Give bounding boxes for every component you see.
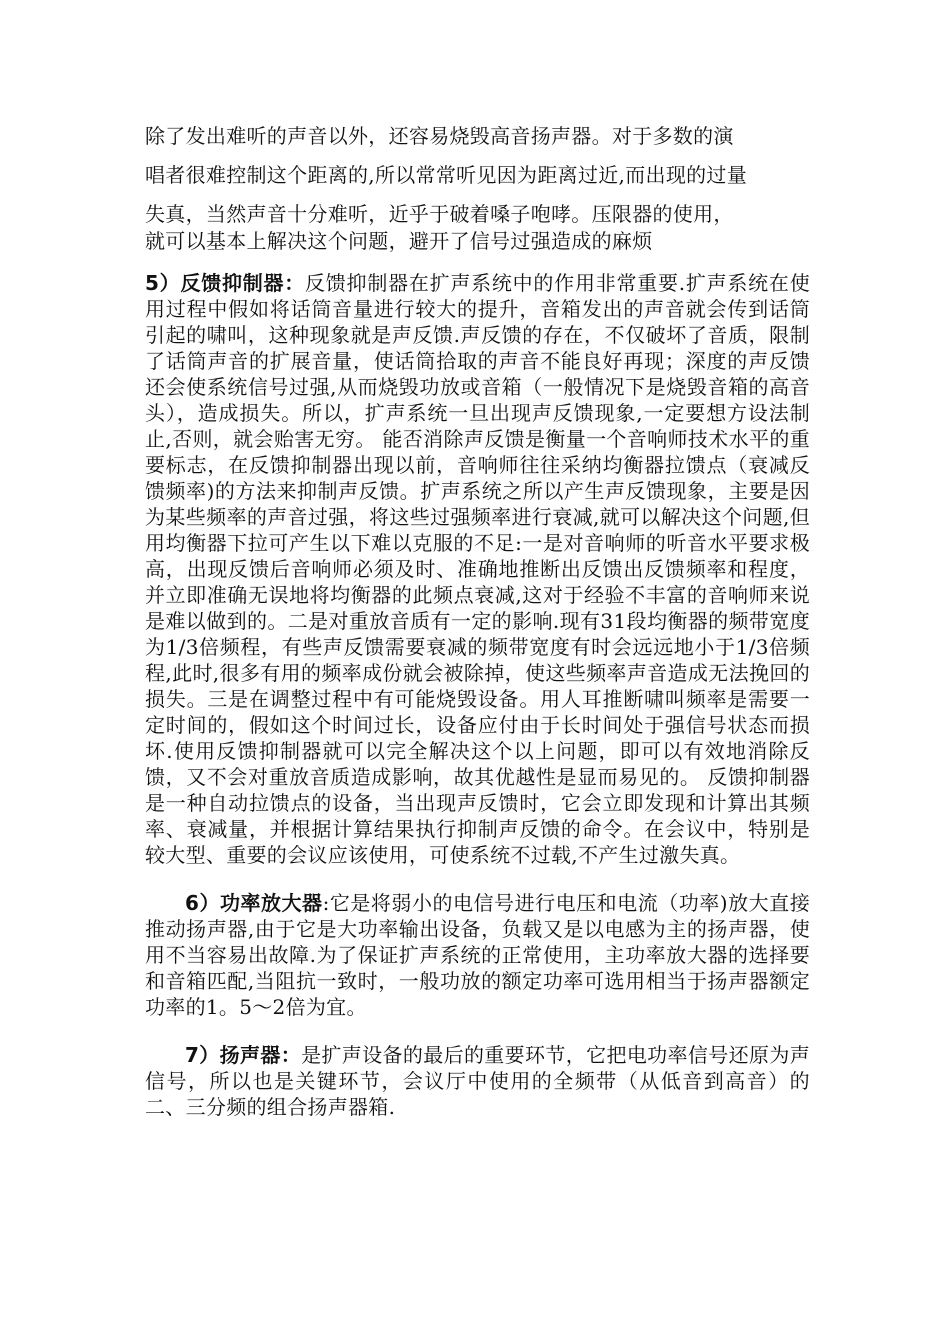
section-5-heading: 5）反馈抑制器：: [145, 271, 306, 295]
section-5-body: 反馈抑制器在扩声系统中的作用非常重要.扩声系统在使用过程中假如将话筒音量进行较大的提升，音箱发出的声音就会传到话筒引起的啸叫，这种现象就是声反馈.声反馈的存在，不仅破坏了音质，限制了话筒声音的扩展音量，使话筒拾取的声音不能良好再现；深度的声反馈还会使系统信号过强,从而烧毁功放或音箱（一般情况下是烧毁音箱的高音头），造成损失。所以，扩声系统一旦出现声反馈现象,一定要想方设法制止,否则，就会贻害无穷。 能否消除声反馈是衡量一个音响师技术水平的重要标志，在反馈抑制器出现以前，音响师往往采纳均衡器拉馈点（衰减反馈频率)的方法来抑制声反馈。扩声系统之所以产生声反馈现象，主要是因为某些频率的声音过强，将这些过强频率进行衰减,就可以解决这个问题,但用均衡器下拉可产生以下难以克服的不足:一是对音响师的听音水平要求极高，出现反馈后音响师必须及时、准确地推断出反馈出反馈频率和程度，并立即准确无误地将均衡器的此频点衰减,这对于经验不丰富的音响师来说是难以做到的。二是对重放音质有一定的影响.现有31段均衡器的频带宽度为1/3倍频程，有些声反馈需要衰减的频带宽度有时会远远地小于1/3倍频程,此时,很多有用的频率成份就会被除掉，使这些频率声音造成无法挽回的损失。三是在调整过程中有可能烧毁设备。用人耳推断啸叫频率是需要一定时间的，假如这个时间过长，设备应付由于长时间处于强信号状态而损坏.使用反馈抑制器就可以完全解决这个以上问题，即可以有效地消除反馈，又不会对重放音质造成影响，故其优越性是显而易见的。 反馈抑制器是一种自动拉馈点的设备，当出现声反馈时，它会立即发现和计算出其频率、衰减量，并根据计算结果执行抑制声反馈的命令。在会议中，特别是较大型、重要的会议应该使用，可使系统不过载,不产生过激失真。: [145, 271, 810, 867]
section-6-body: :它是将弱小的电信号进行电压和电流（功率)放大直接推动扬声器,由于它是大功率输出设备，负载又是以电感为主的扬声器，使用不当容易出故障.为了保证扩声系统的正常使用，主功率放大器的选择要和音箱匹配,当阻抗一致时，一般功放的额定功率可选用相当于扬声器额定功率的1。5～2倍为宜。: [145, 891, 810, 1019]
intro-line-2: 唱者很难控制这个距离的,所以常常听见因为距离过近,而出现的过量: [145, 163, 748, 187]
intro-line-4: 就可以基本上解决这个问题，避开了信号过强造成的麻烦: [145, 229, 653, 253]
section-6-heading: 6）功率放大器: [185, 891, 323, 915]
intro-line-1: 除了发出难听的声音以外，还容易烧毁高音扬声器。对于多数的演: [145, 124, 734, 148]
document-body: [145, 117, 810, 1120]
section-7-paragraph: [145, 1042, 810, 1120]
section-7-heading: 7）扬声器：: [185, 1043, 302, 1067]
section-5-paragraph: [145, 270, 810, 868]
intro-paragraph: [145, 117, 810, 254]
section-7-body: 是扩声设备的最后的重要环节，它把电功率信号还原为声信号，所以也是关键环节，会议厅中使用的全频带（从低音到高音）的二、三分频的组合扬声器箱.: [145, 1043, 811, 1119]
section-6-paragraph: [145, 890, 810, 1020]
intro-line-3: 失真，当然声音十分难听，近乎于破着嗓子咆哮。压限器的使用，: [145, 202, 734, 226]
